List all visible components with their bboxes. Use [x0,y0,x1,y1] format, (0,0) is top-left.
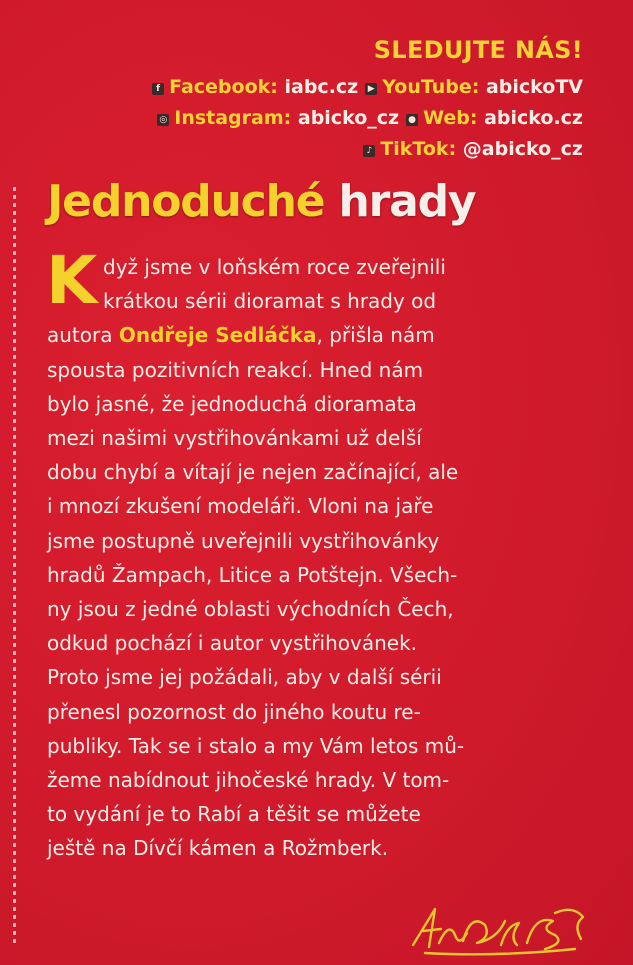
social-handle: abicko.cz [484,107,583,129]
body-line: ještě na Dívčí kámen a Rožmberk. [47,836,389,861]
social-handle: abickoTV [485,76,583,98]
social-handle: iabc.cz [284,76,359,98]
body-line: jsme postupně uveřejnili vystřihovánky [47,528,440,553]
body-line: žeme nabídnout jihočeské hrady. V tom- [47,768,450,792]
web-icon: ● [406,114,418,126]
body-line: bylo jasné, že jednoduchá dioramata [47,391,417,416]
body-text: autora [47,323,119,348]
social-row [145,134,583,165]
body-line: publiky. Tak se i stalo a my Vám letos mů- [47,733,465,758]
youtube-icon: ▶ [365,83,377,95]
author-name: Ondřeje Sedláčka [118,323,317,348]
social-label: YouTube: [382,76,480,98]
social-row [145,103,583,134]
social-handle: @abicko_cz [462,138,583,160]
facebook-icon: f [152,83,164,95]
body-line: to vydání je to Rabí a těšit se můžete [47,802,421,827]
body-line: krátkou sérii dioramat s hrady od [103,289,437,314]
body-line [47,318,435,352]
social-link-tiktok[interactable] [363,134,583,165]
social-label: Facebook: [169,76,278,98]
body-line: dobu chybí a vítají je nejen začínající, ale [47,460,459,485]
social-link-youtube[interactable] [365,72,583,103]
body-line: přenesl pozornost do jiného koutu re- [47,699,421,724]
social-link-web[interactable] [406,103,583,134]
title-part-1: Jednoduché [47,176,325,227]
social-link-facebook[interactable] [152,72,358,103]
body-line: dyž jsme v loňském roce zveřejnili [103,255,446,279]
social-label: Instagram: [174,107,292,129]
social-handle: abicko_cz [297,107,400,129]
body-line: i mnozí zkušení modeláři. Vloni na jaře [47,494,434,519]
social-link-instagram[interactable] [157,103,399,134]
body-line: Proto jsme jej požádali, aby v další sérii [47,665,442,690]
follow-us-heading: SLEDUJTE NÁS! [373,36,583,64]
body-line: ny jsou z jedné oblasti východních Čech, [47,597,454,621]
article-title [47,176,475,227]
signature-image [405,895,595,959]
instagram-icon: ◎ [157,114,169,126]
title-part-2: hrady [338,176,476,227]
social-label: TikTok: [380,138,457,160]
social-row [145,72,583,103]
tiktok-icon: ♪ [363,145,375,157]
dotted-divider [13,185,16,945]
social-label: Web: [423,107,478,129]
body-line: odkud pochází i autor vystřihovánek. [47,631,418,656]
social-links [145,72,583,165]
body-line: hradů Žampach, Litice a Potštejn. Všech- [47,562,458,587]
body-line: mezi našimi vystřihovánkami už delší [47,426,422,450]
drop-cap: K [46,242,98,319]
body-text: , přišla nám [316,323,435,348]
body-line: spousta pozitivních reakcí. Hned nám [47,357,424,382]
